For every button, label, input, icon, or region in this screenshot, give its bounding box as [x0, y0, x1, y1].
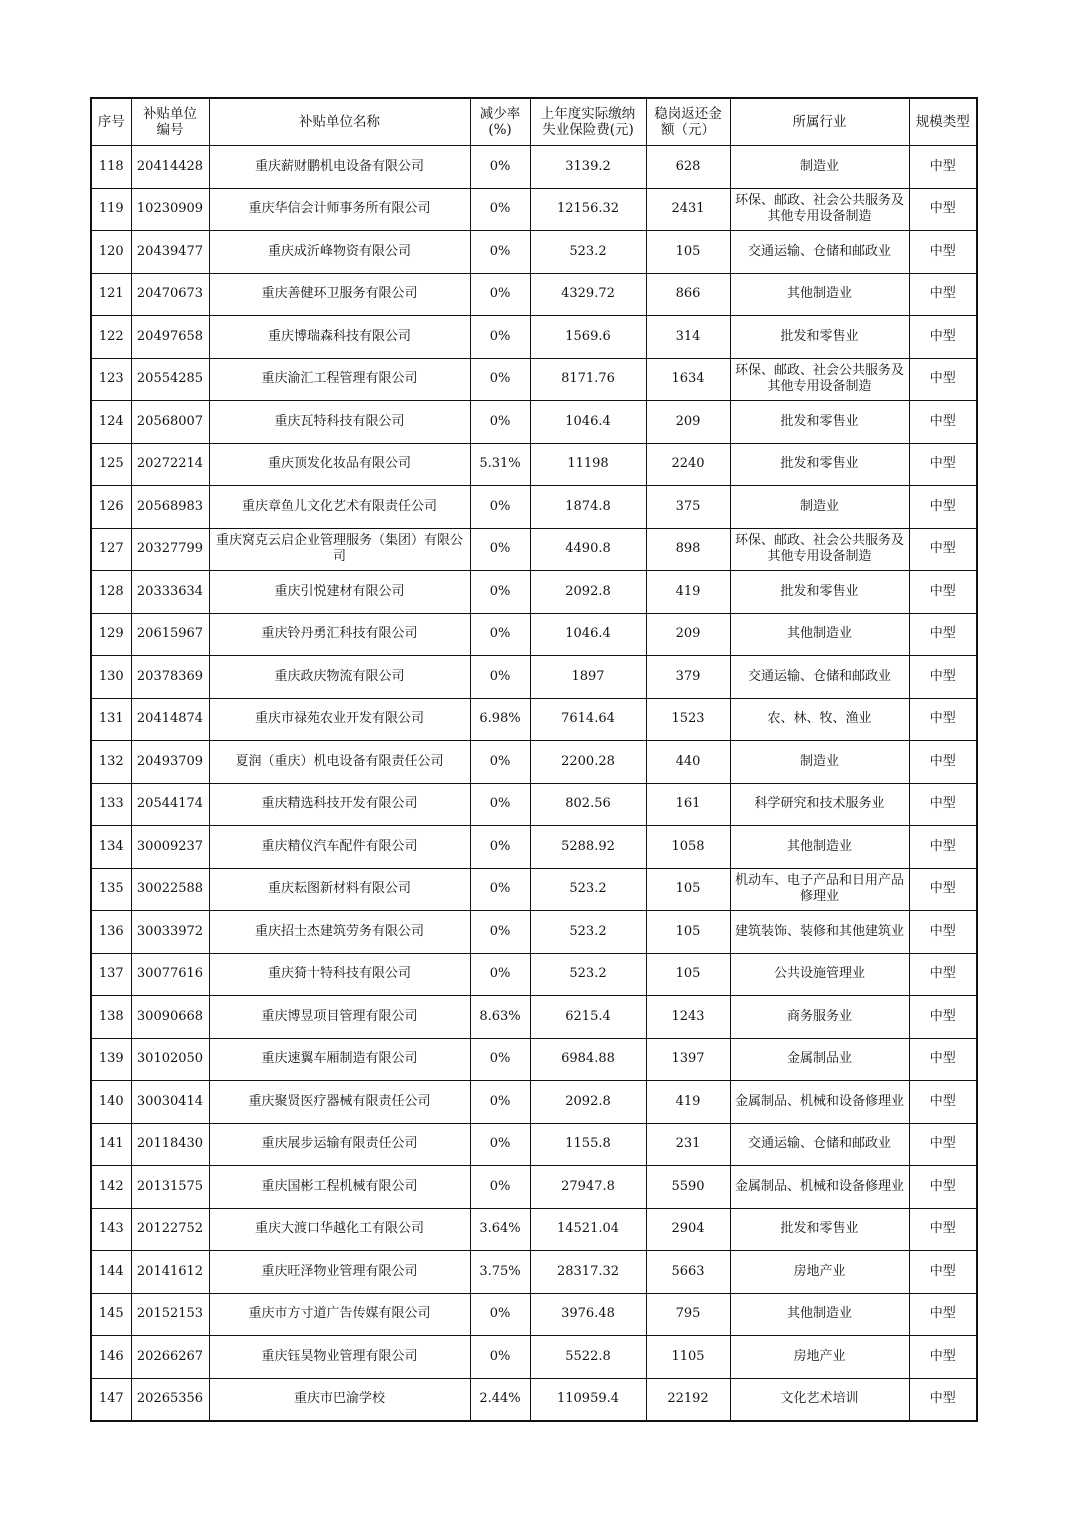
cell-rate: 2.44%: [470, 1378, 530, 1421]
cell-scale: 中型: [909, 783, 977, 826]
cell-refund: 105: [646, 911, 730, 954]
cell-rate: 0%: [470, 656, 530, 699]
cell-premium: 8171.76: [530, 358, 646, 401]
cell-scale: 中型: [909, 146, 977, 189]
cell-rate: 0%: [470, 826, 530, 869]
cell-scale: 中型: [909, 1208, 977, 1251]
cell-industry: 交通运输、仓储和邮政业: [730, 231, 909, 274]
cell-premium: 3976.48: [530, 1293, 646, 1336]
cell-rate: 0%: [470, 783, 530, 826]
cell-name: 重庆窝克云启企业管理服务（集团）有限公司: [209, 528, 470, 571]
cell-seq: 132: [91, 741, 131, 784]
cell-scale: 中型: [909, 443, 977, 486]
cell-refund: 231: [646, 1123, 730, 1166]
cell-rate: 0%: [470, 358, 530, 401]
cell-scale: 中型: [909, 231, 977, 274]
cell-code: 20378369: [131, 656, 209, 699]
table-row: [91, 443, 977, 486]
cell-refund: 105: [646, 953, 730, 996]
cell-seq: 128: [91, 571, 131, 614]
cell-industry: 房地产业: [730, 1251, 909, 1294]
cell-refund: 1634: [646, 358, 730, 401]
cell-rate: 0%: [470, 1336, 530, 1379]
header-row: [91, 98, 977, 146]
cell-scale: 中型: [909, 911, 977, 954]
cell-industry: 环保、邮政、社会公共服务及其他专用设备制造: [730, 188, 909, 231]
table-row: [91, 528, 977, 571]
cell-seq: 147: [91, 1378, 131, 1421]
cell-rate: 0%: [470, 613, 530, 656]
cell-code: 30077616: [131, 953, 209, 996]
cell-industry: 农、林、牧、渔业: [730, 698, 909, 741]
cell-name: 重庆引悦建材有限公司: [209, 571, 470, 614]
cell-rate: 0%: [470, 316, 530, 359]
cell-rate: 0%: [470, 528, 530, 571]
cell-code: 30033972: [131, 911, 209, 954]
cell-rate: 0%: [470, 1038, 530, 1081]
cell-premium: 4329.72: [530, 273, 646, 316]
subsidy-table: [90, 97, 978, 1422]
cell-refund: 2904: [646, 1208, 730, 1251]
cell-seq: 123: [91, 358, 131, 401]
cell-refund: 628: [646, 146, 730, 189]
cell-name: 重庆渝汇工程管理有限公司: [209, 358, 470, 401]
table-row: [91, 868, 977, 911]
cell-premium: 523.2: [530, 953, 646, 996]
cell-scale: 中型: [909, 953, 977, 996]
cell-seq: 119: [91, 188, 131, 231]
cell-industry: 制造业: [730, 146, 909, 189]
cell-refund: 5590: [646, 1166, 730, 1209]
cell-code: 20568983: [131, 486, 209, 529]
cell-rate: 3.64%: [470, 1208, 530, 1251]
cell-name: 重庆展步运输有限责任公司: [209, 1123, 470, 1166]
table-row: [91, 1378, 977, 1421]
cell-code: 20615967: [131, 613, 209, 656]
cell-seq: 131: [91, 698, 131, 741]
cell-scale: 中型: [909, 613, 977, 656]
cell-code: 20470673: [131, 273, 209, 316]
cell-seq: 139: [91, 1038, 131, 1081]
cell-scale: 中型: [909, 401, 977, 444]
cell-seq: 146: [91, 1336, 131, 1379]
cell-premium: 2200.28: [530, 741, 646, 784]
cell-industry: 商务服务业: [730, 996, 909, 1039]
cell-premium: 6984.88: [530, 1038, 646, 1081]
cell-rate: 0%: [470, 1166, 530, 1209]
cell-refund: 209: [646, 401, 730, 444]
table-row: [91, 1251, 977, 1294]
header-name: 补贴单位名称: [209, 98, 470, 146]
cell-premium: 27947.8: [530, 1166, 646, 1209]
header-premium: 上年度实际缴纳失业保险费(元): [530, 98, 646, 146]
cell-name: 重庆耘图新材料有限公司: [209, 868, 470, 911]
cell-refund: 1105: [646, 1336, 730, 1379]
cell-premium: 1046.4: [530, 401, 646, 444]
cell-rate: 0%: [470, 231, 530, 274]
cell-name: 重庆华信会计师事务所有限公司: [209, 188, 470, 231]
table-row: [91, 486, 977, 529]
cell-seq: 134: [91, 826, 131, 869]
table-row: [91, 571, 977, 614]
cell-seq: 129: [91, 613, 131, 656]
cell-rate: 3.75%: [470, 1251, 530, 1294]
cell-industry: 制造业: [730, 741, 909, 784]
cell-seq: 145: [91, 1293, 131, 1336]
cell-rate: 0%: [470, 868, 530, 911]
cell-code: 20152153: [131, 1293, 209, 1336]
cell-name: 重庆薪财鹏机电设备有限公司: [209, 146, 470, 189]
cell-refund: 1523: [646, 698, 730, 741]
cell-premium: 1569.6: [530, 316, 646, 359]
cell-scale: 中型: [909, 486, 977, 529]
cell-industry: 其他制造业: [730, 826, 909, 869]
cell-name: 重庆善健环卫服务有限公司: [209, 273, 470, 316]
cell-code: 10230909: [131, 188, 209, 231]
cell-rate: 0%: [470, 146, 530, 189]
cell-refund: 898: [646, 528, 730, 571]
table-row: [91, 783, 977, 826]
cell-code: 20131575: [131, 1166, 209, 1209]
cell-rate: 0%: [470, 1123, 530, 1166]
header-seq: 序号: [91, 98, 131, 146]
cell-seq: 127: [91, 528, 131, 571]
cell-scale: 中型: [909, 656, 977, 699]
cell-seq: 118: [91, 146, 131, 189]
cell-premium: 1046.4: [530, 613, 646, 656]
cell-industry: 批发和零售业: [730, 571, 909, 614]
cell-code: 20118430: [131, 1123, 209, 1166]
cell-rate: 0%: [470, 1081, 530, 1124]
cell-code: 20544174: [131, 783, 209, 826]
cell-scale: 中型: [909, 1038, 977, 1081]
cell-rate: 0%: [470, 953, 530, 996]
cell-scale: 中型: [909, 1251, 977, 1294]
cell-seq: 126: [91, 486, 131, 529]
cell-seq: 130: [91, 656, 131, 699]
cell-code: 30030414: [131, 1081, 209, 1124]
cell-name: 重庆市方寸道广告传媒有限公司: [209, 1293, 470, 1336]
cell-refund: 1058: [646, 826, 730, 869]
cell-industry: 房地产业: [730, 1336, 909, 1379]
cell-premium: 5522.8: [530, 1336, 646, 1379]
cell-seq: 142: [91, 1166, 131, 1209]
cell-name: 重庆博瑞森科技有限公司: [209, 316, 470, 359]
cell-scale: 中型: [909, 1081, 977, 1124]
cell-scale: 中型: [909, 1166, 977, 1209]
cell-name: 重庆猗十特科技有限公司: [209, 953, 470, 996]
cell-refund: 1243: [646, 996, 730, 1039]
cell-name: 重庆市禄苑农业开发有限公司: [209, 698, 470, 741]
cell-rate: 0%: [470, 1293, 530, 1336]
cell-premium: 2092.8: [530, 571, 646, 614]
cell-scale: 中型: [909, 741, 977, 784]
table-row: [91, 953, 977, 996]
cell-rate: 0%: [470, 188, 530, 231]
header-code: 补贴单位编号: [131, 98, 209, 146]
cell-premium: 28317.32: [530, 1251, 646, 1294]
cell-industry: 文化艺术培训: [730, 1378, 909, 1421]
cell-premium: 802.56: [530, 783, 646, 826]
header-rate: 减少率(%): [470, 98, 530, 146]
cell-premium: 1897: [530, 656, 646, 699]
cell-rate: 0%: [470, 741, 530, 784]
cell-premium: 1155.8: [530, 1123, 646, 1166]
cell-refund: 866: [646, 273, 730, 316]
cell-name: 重庆政庆物流有限公司: [209, 656, 470, 699]
cell-code: 20493709: [131, 741, 209, 784]
cell-scale: 中型: [909, 698, 977, 741]
cell-industry: 批发和零售业: [730, 316, 909, 359]
cell-name: 夏润（重庆）机电设备有限责任公司: [209, 741, 470, 784]
table-row: [91, 1038, 977, 1081]
cell-industry: 批发和零售业: [730, 443, 909, 486]
table-row: [91, 1166, 977, 1209]
cell-code: 20327799: [131, 528, 209, 571]
cell-scale: 中型: [909, 826, 977, 869]
table-row: [91, 1123, 977, 1166]
cell-code: 20266267: [131, 1336, 209, 1379]
table-row: [91, 1336, 977, 1379]
cell-seq: 144: [91, 1251, 131, 1294]
cell-seq: 141: [91, 1123, 131, 1166]
cell-premium: 523.2: [530, 911, 646, 954]
cell-premium: 523.2: [530, 231, 646, 274]
cell-industry: 机动车、电子产品和日用产品修理业: [730, 868, 909, 911]
cell-premium: 5288.92: [530, 826, 646, 869]
cell-scale: 中型: [909, 868, 977, 911]
cell-premium: 11198: [530, 443, 646, 486]
cell-scale: 中型: [909, 1336, 977, 1379]
cell-rate: 0%: [470, 401, 530, 444]
cell-industry: 交通运输、仓储和邮政业: [730, 1123, 909, 1166]
cell-code: 20141612: [131, 1251, 209, 1294]
table-row: [91, 1081, 977, 1124]
table-row: [91, 1293, 977, 1336]
cell-refund: 1397: [646, 1038, 730, 1081]
cell-name: 重庆速翼车厢制造有限公司: [209, 1038, 470, 1081]
cell-scale: 中型: [909, 358, 977, 401]
cell-scale: 中型: [909, 273, 977, 316]
cell-name: 重庆成沂峰物资有限公司: [209, 231, 470, 274]
cell-premium: 2092.8: [530, 1081, 646, 1124]
cell-refund: 105: [646, 231, 730, 274]
header-industry: 所属行业: [730, 98, 909, 146]
cell-code: 20497658: [131, 316, 209, 359]
cell-rate: 0%: [470, 486, 530, 529]
table-row: [91, 401, 977, 444]
cell-name: 重庆铃丹勇汇科技有限公司: [209, 613, 470, 656]
cell-code: 20554285: [131, 358, 209, 401]
cell-code: 20333634: [131, 571, 209, 614]
cell-code: 20122752: [131, 1208, 209, 1251]
table-row: [91, 273, 977, 316]
cell-industry: 制造业: [730, 486, 909, 529]
table-row: [91, 1208, 977, 1251]
cell-premium: 7614.64: [530, 698, 646, 741]
cell-name: 重庆顶发化妆品有限公司: [209, 443, 470, 486]
cell-refund: 379: [646, 656, 730, 699]
cell-scale: 中型: [909, 188, 977, 231]
cell-scale: 中型: [909, 1293, 977, 1336]
cell-premium: 110959.4: [530, 1378, 646, 1421]
table-row: [91, 996, 977, 1039]
cell-code: 20568007: [131, 401, 209, 444]
cell-rate: 0%: [470, 571, 530, 614]
cell-name: 重庆国彬工程机械有限公司: [209, 1166, 470, 1209]
table-row: [91, 826, 977, 869]
cell-industry: 其他制造业: [730, 1293, 909, 1336]
cell-rate: 0%: [470, 273, 530, 316]
cell-code: 30022588: [131, 868, 209, 911]
cell-seq: 143: [91, 1208, 131, 1251]
cell-name: 重庆精选科技开发有限公司: [209, 783, 470, 826]
table-row: [91, 358, 977, 401]
cell-seq: 138: [91, 996, 131, 1039]
cell-seq: 120: [91, 231, 131, 274]
cell-industry: 金属制品业: [730, 1038, 909, 1081]
cell-name: 重庆市巴渝学校: [209, 1378, 470, 1421]
cell-name: 重庆招士杰建筑劳务有限公司: [209, 911, 470, 954]
cell-name: 重庆精仪汽车配件有限公司: [209, 826, 470, 869]
table-body: [91, 146, 977, 1422]
cell-industry: 金属制品、机械和设备修理业: [730, 1081, 909, 1124]
cell-name: 重庆旺泽物业管理有限公司: [209, 1251, 470, 1294]
cell-refund: 2431: [646, 188, 730, 231]
cell-premium: 14521.04: [530, 1208, 646, 1251]
cell-name: 重庆钰昊物业管理有限公司: [209, 1336, 470, 1379]
cell-industry: 金属制品、机械和设备修理业: [730, 1166, 909, 1209]
cell-industry: 科学研究和技术服务业: [730, 783, 909, 826]
cell-industry: 公共设施管理业: [730, 953, 909, 996]
cell-name: 重庆聚贤医疗器械有限责任公司: [209, 1081, 470, 1124]
table-row: [91, 188, 977, 231]
cell-code: 20272214: [131, 443, 209, 486]
cell-code: 20414428: [131, 146, 209, 189]
table-row: [91, 146, 977, 189]
cell-rate: 5.31%: [470, 443, 530, 486]
cell-seq: 135: [91, 868, 131, 911]
cell-industry: 批发和零售业: [730, 401, 909, 444]
cell-code: 30090668: [131, 996, 209, 1039]
cell-scale: 中型: [909, 996, 977, 1039]
cell-rate: 8.63%: [470, 996, 530, 1039]
cell-premium: 523.2: [530, 868, 646, 911]
cell-scale: 中型: [909, 1378, 977, 1421]
cell-refund: 5663: [646, 1251, 730, 1294]
cell-seq: 137: [91, 953, 131, 996]
table-row: [91, 698, 977, 741]
cell-seq: 125: [91, 443, 131, 486]
cell-premium: 1874.8: [530, 486, 646, 529]
table-row: [91, 656, 977, 699]
table-row: [91, 316, 977, 359]
cell-refund: 105: [646, 868, 730, 911]
cell-name: 重庆大渡口华越化工有限公司: [209, 1208, 470, 1251]
cell-seq: 124: [91, 401, 131, 444]
header-scale: 规模类型: [909, 98, 977, 146]
table-row: [91, 911, 977, 954]
cell-refund: 375: [646, 486, 730, 529]
cell-industry: 环保、邮政、社会公共服务及其他专用设备制造: [730, 528, 909, 571]
cell-premium: 6215.4: [530, 996, 646, 1039]
cell-industry: 批发和零售业: [730, 1208, 909, 1251]
table-row: [91, 613, 977, 656]
cell-scale: 中型: [909, 1123, 977, 1166]
cell-refund: 795: [646, 1293, 730, 1336]
cell-rate: 6.98%: [470, 698, 530, 741]
cell-industry: 交通运输、仓储和邮政业: [730, 656, 909, 699]
cell-code: 30102050: [131, 1038, 209, 1081]
cell-refund: 161: [646, 783, 730, 826]
cell-refund: 22192: [646, 1378, 730, 1421]
cell-premium: 4490.8: [530, 528, 646, 571]
table-row: [91, 741, 977, 784]
cell-code: 20439477: [131, 231, 209, 274]
cell-refund: 314: [646, 316, 730, 359]
cell-rate: 0%: [470, 911, 530, 954]
cell-refund: 440: [646, 741, 730, 784]
cell-name: 重庆博昱项目管理有限公司: [209, 996, 470, 1039]
cell-refund: 2240: [646, 443, 730, 486]
cell-industry: 其他制造业: [730, 273, 909, 316]
cell-code: 20265356: [131, 1378, 209, 1421]
header-refund: 稳岗返还金额（元）: [646, 98, 730, 146]
cell-refund: 419: [646, 571, 730, 614]
cell-premium: 12156.32: [530, 188, 646, 231]
cell-code: 30009237: [131, 826, 209, 869]
cell-name: 重庆章鱼儿文化艺术有限责任公司: [209, 486, 470, 529]
cell-seq: 122: [91, 316, 131, 359]
cell-code: 20414874: [131, 698, 209, 741]
cell-seq: 121: [91, 273, 131, 316]
cell-seq: 133: [91, 783, 131, 826]
cell-scale: 中型: [909, 528, 977, 571]
cell-refund: 209: [646, 613, 730, 656]
cell-name: 重庆瓦特科技有限公司: [209, 401, 470, 444]
table-row: [91, 231, 977, 274]
cell-seq: 136: [91, 911, 131, 954]
cell-industry: 建筑装饰、装修和其他建筑业: [730, 911, 909, 954]
cell-premium: 3139.2: [530, 146, 646, 189]
cell-industry: 其他制造业: [730, 613, 909, 656]
cell-refund: 419: [646, 1081, 730, 1124]
cell-scale: 中型: [909, 571, 977, 614]
table-header: [91, 98, 977, 146]
cell-seq: 140: [91, 1081, 131, 1124]
cell-scale: 中型: [909, 316, 977, 359]
cell-industry: 环保、邮政、社会公共服务及其他专用设备制造: [730, 358, 909, 401]
